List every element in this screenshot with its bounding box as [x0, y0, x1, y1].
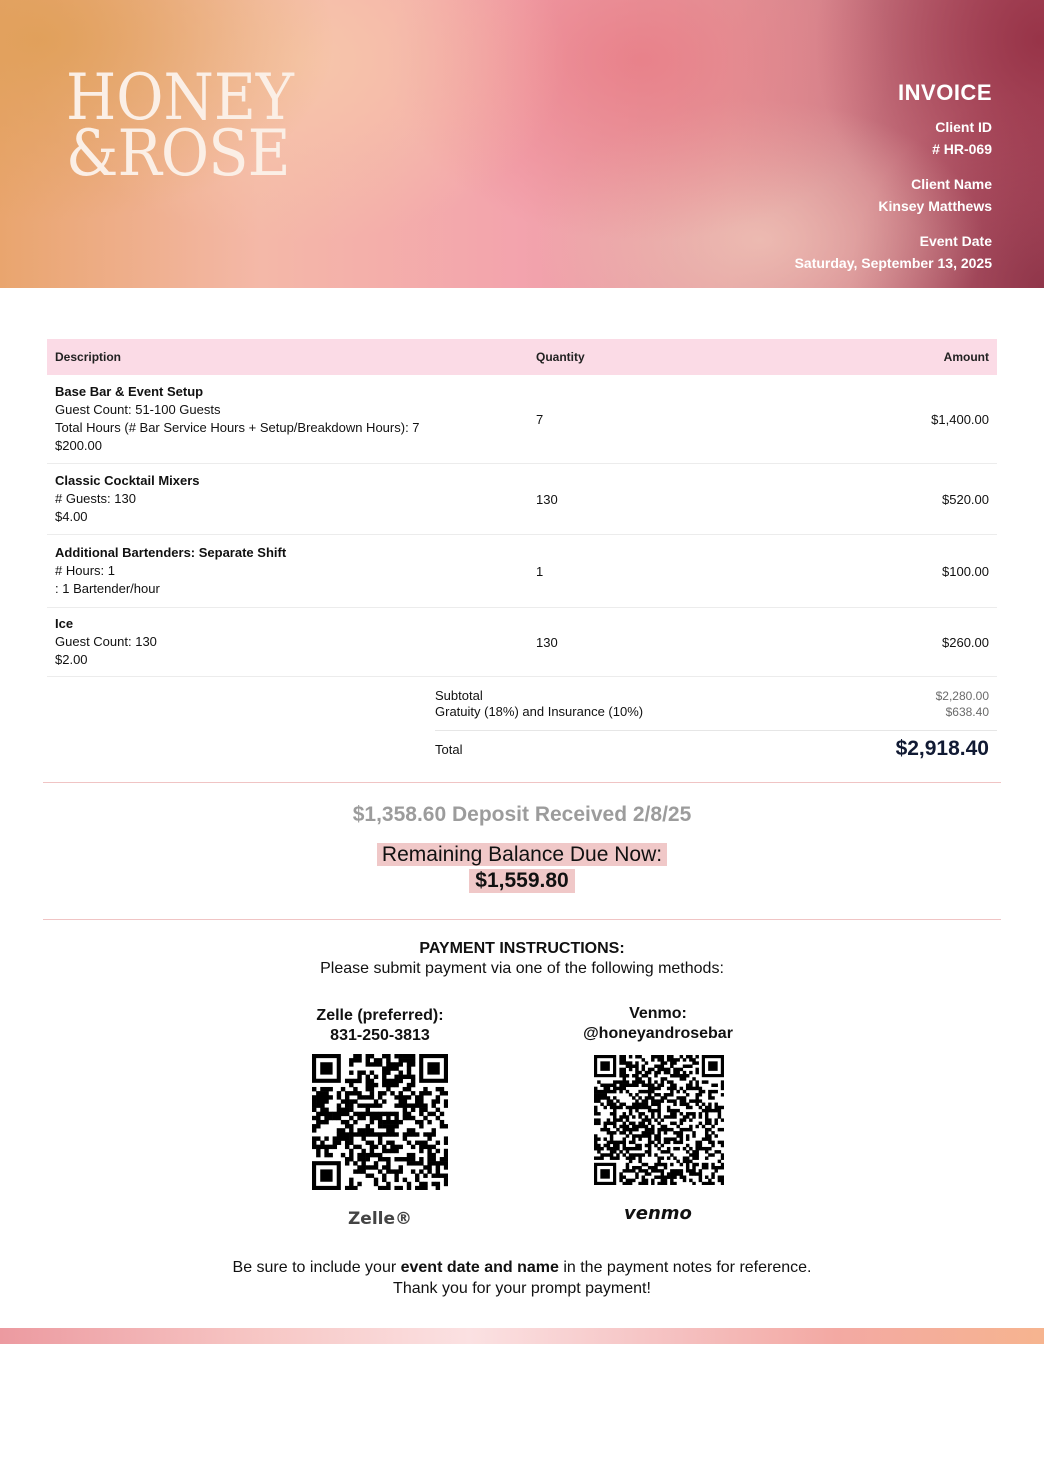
table-row	[47, 608, 997, 677]
table-row	[47, 375, 997, 464]
subtotal-row	[435, 688, 997, 704]
item-name: Base Bar & Event Setup	[55, 384, 204, 399]
item-detail: : 1 Bartender/hour	[55, 581, 160, 596]
brand-logo	[66, 61, 319, 191]
invoice-meta	[795, 80, 992, 287]
total-label: Total	[435, 741, 463, 757]
note-emphasis: event date and name	[400, 1259, 559, 1276]
item-detail: Guest Count: 51-100 Guests	[55, 402, 221, 417]
item-name: Additional Bartenders: Separate Shift	[55, 545, 287, 560]
zelle-logo: Zelle®	[347, 1209, 413, 1229]
client-name-label: Client Name	[911, 176, 992, 192]
invoice-title: INVOICE	[898, 80, 992, 105]
row-description	[47, 462, 528, 536]
note-text: Be sure to include your	[232, 1259, 401, 1276]
row-amount: $100.00	[942, 563, 989, 579]
header-description: Description	[55, 350, 122, 364]
item-detail: # Hours: 1	[55, 563, 115, 578]
row-amount: $260.00	[942, 634, 989, 650]
total-value: $2,918.40	[895, 737, 989, 760]
zelle-method	[290, 1006, 470, 1046]
summary-divider	[435, 730, 997, 731]
line-items-table	[47, 339, 997, 760]
payment-note	[0, 1257, 1044, 1299]
item-detail: Guest Count: 130	[55, 634, 157, 649]
divider	[43, 919, 1001, 920]
zelle-label: Zelle (preferred):	[316, 1007, 444, 1024]
venmo-qr-code[interactable]	[594, 1055, 724, 1185]
item-detail: # Guests: 130	[55, 491, 136, 506]
venmo-logo: venmo	[624, 1203, 692, 1224]
deposit-note: $1,358.60 Deposit Received 2/8/25	[352, 803, 692, 826]
zelle-qr-code[interactable]	[312, 1054, 448, 1190]
row-quantity: 130	[536, 491, 558, 507]
item-detail: $2.00	[55, 652, 88, 667]
row-quantity: 1	[536, 563, 544, 579]
row-description	[47, 605, 528, 679]
remaining-amount: $1,559.80	[469, 869, 574, 893]
table-header	[47, 339, 997, 375]
table-row	[47, 464, 997, 535]
row-quantity: 130	[536, 634, 558, 650]
logo-line-2: &ROSE	[66, 117, 290, 191]
item-name: Ice	[55, 616, 74, 631]
fees-value: $638.40	[945, 705, 989, 719]
zelle-number: 831-250-3813	[330, 1027, 430, 1044]
subtotal-value: $2,280.00	[935, 689, 989, 703]
event-date: Saturday, September 13, 2025	[794, 255, 992, 271]
item-detail: $4.00	[55, 509, 88, 524]
client-id-label: Client ID	[935, 119, 992, 135]
header-quantity: Quantity	[536, 350, 585, 364]
header-banner	[0, 0, 1044, 288]
item-detail: Total Hours (# Bar Service Hours + Setup/Breakdown Hours): 7	[55, 420, 420, 435]
item-name: Classic Cocktail Mixers	[55, 473, 200, 488]
footer-gradient-bar	[0, 1328, 1044, 1344]
row-quantity: 7	[536, 411, 544, 427]
fees-label: Gratuity (18%) and Insurance (10%)	[435, 704, 644, 719]
venmo-method	[560, 1004, 756, 1044]
event-date-label: Event Date	[919, 233, 992, 249]
header-amount: Amount	[943, 350, 989, 364]
remaining-balance	[0, 843, 1044, 893]
client-name: Kinsey Matthews	[878, 198, 992, 214]
row-amount: $1,400.00	[931, 411, 989, 427]
remaining-label: Remaining Balance Due Now:	[377, 843, 667, 866]
logo-line-1: HONEY	[66, 61, 294, 135]
row-description	[47, 534, 528, 608]
total-row	[435, 737, 997, 761]
client-id: # HR-069	[932, 141, 992, 157]
divider	[43, 782, 1001, 783]
row-amount: $520.00	[942, 491, 989, 507]
venmo-label: Venmo:	[629, 1005, 687, 1022]
note-text-end: in the payment notes for reference.	[558, 1259, 812, 1276]
thank-you-text: Thank you for your prompt payment!	[393, 1280, 651, 1297]
item-detail: $200.00	[55, 438, 102, 453]
fees-row	[435, 704, 997, 720]
venmo-handle: @honeyandrosebar	[583, 1025, 733, 1042]
payment-subtitle: Please submit payment via one of the following methods:	[320, 960, 724, 977]
row-description	[47, 373, 528, 465]
subtotal-label: Subtotal	[435, 688, 483, 703]
summary-block	[435, 688, 997, 720]
payment-title: PAYMENT INSTRUCTIONS:	[419, 940, 625, 957]
table-row	[47, 535, 997, 608]
